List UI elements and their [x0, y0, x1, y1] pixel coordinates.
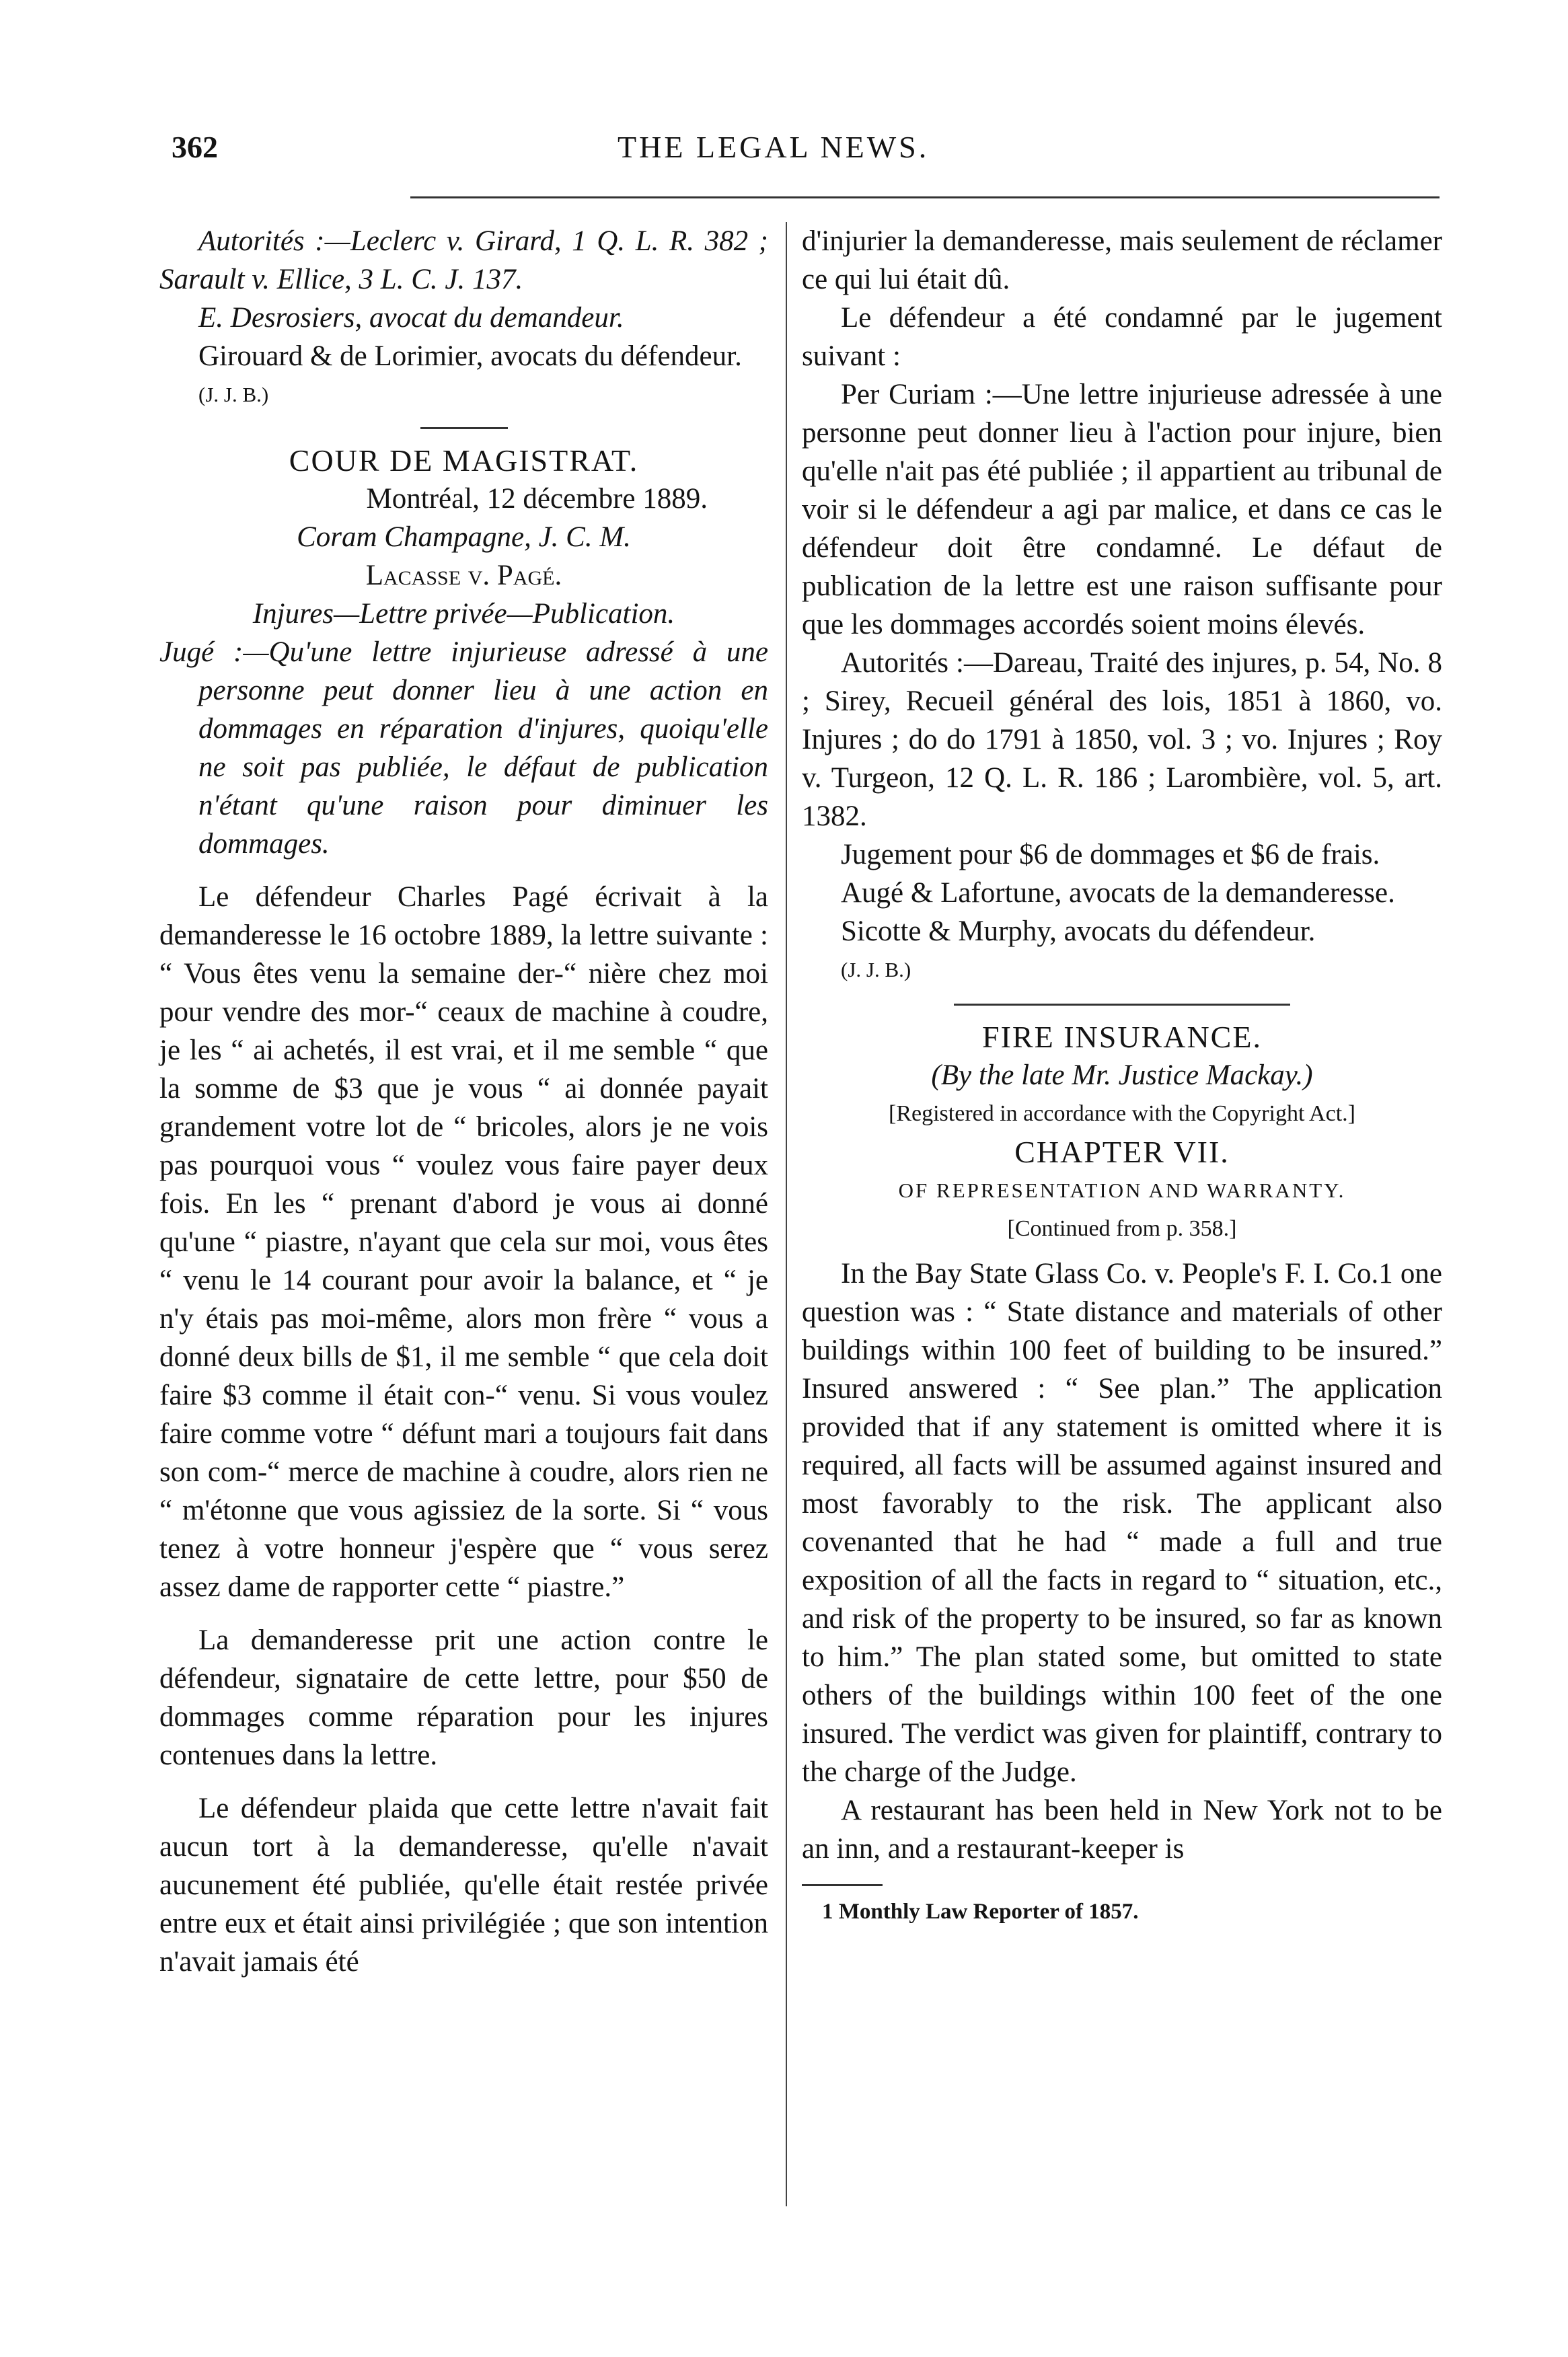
- restaurant-paragraph: A restaurant has been held in New York not to be an inn, and a restaurant-keeper is: [802, 1795, 1442, 1865]
- author-line: (By the late Mr. Justice Mackay.): [931, 1059, 1313, 1091]
- court-heading: COUR DE MAGISTRAT.: [289, 443, 639, 478]
- footnote-rule: [802, 1884, 883, 1886]
- plea-paragraph: Le défendeur plaida que cette lettre n'avait fait aucun tort à la demanderesse, qu'elle n'avait aucunement été publiée, qu'elle était restée privée entre eux et était ainsi privilégiée ; que son intention n'avait jamais été: [159, 1793, 768, 1978]
- counsel-defendant-2: Sicotte & Murphy, avocats du défendeur.: [841, 915, 1316, 947]
- headnote-juge: Jugé :—Qu'une lettre injurieuse adressé à une personne peut donner lieu à une action en dommages en réparation d'injures, quoiqu'elle ne soit pas publiée, le défaut de publication n'étant qu'une raison pour diminuer les dommages.: [159, 636, 768, 860]
- letter-paragraph: Le défendeur Charles Pagé écrivait à la demanderesse le 16 octobre 1889, la lettre suivante : “ Vous êtes venu la semaine der-“ nière chez moi pour vendre des mor-“ ceaux de machine à coudre, je les “ ai achetés, il est vrai, et il me semble “ que la somme de $3 que je vous “ ai donnée payait grandement votre lot de “ bricoles, alors je ne vois pas pourquoi vous “ voulez vous faire payer deux fois. En les “ prenant d'abord je vous ai donné qu'une “ piastre, n'ayant que cela sur moi, vous êtes “ venu le 14 courant pour avoir la balance, et “ je n'y étais pas moi-même, alors mon frère “ vous a donné deux bills de $1, il me semble “ que cela doit faire $3 comme il était con-“ venu. Si vous voulez faire comme votre “ défunt mari a toujours fait dans son com-“ merce de machine à coudre, alors rien ne “ m'étonne que vous agissiez de la sorte. Si “ vous tenez à votre honneur j'espère que “ vous serez assez dame de rapporter cette “ piastre.”: [159, 881, 768, 1603]
- footnote: 1 Monthly Law Reporter of 1857.: [822, 1900, 1139, 1924]
- right-column: [802, 222, 1442, 1931]
- judgment-paragraph: Jugement pour $6 de dommages et $6 de frais.: [841, 839, 1380, 870]
- coram-line: Coram Champagne, J. C. M.: [297, 521, 631, 553]
- counsel-plaintiff: E. Desrosiers, avocat du demandeur.: [198, 302, 624, 334]
- continued-paragraph: d'injurier la demanderesse, mais seulement de réclamer ce qui lui était dû.: [802, 225, 1442, 295]
- counsel-defendant: Girouard & de Lorimier, avocats du défendeur.: [198, 340, 742, 372]
- place-date: Montréal, 12 décembre 1889.: [366, 483, 708, 515]
- counsel-plaintiff-2: Augé & Lafortune, avocats de la demanderesse.: [841, 877, 1395, 909]
- authorities-paragraph-2: Autorités :—Dareau, Traité des injures, p. 54, No. 8 ; Sirey, Recueil général des lois, 1851 à 1860, vo. Injures ; do do 1791 à 1850, vol. 3 ; vo. Injures ; Roy v. Turgeon, 12 Q. L. R. 186 ; Larombière, vol. 5, art. 1382.: [802, 647, 1442, 832]
- case-topic: Injures—Lettre privée—Publication.: [252, 598, 675, 630]
- copyright-notice: [Registered in accordance with the Copyright Act.]: [889, 1101, 1355, 1126]
- section-rule-2: [954, 1004, 1290, 1006]
- condemned-paragraph: Le défendeur a été condamné par le jugement suivant :: [802, 302, 1442, 372]
- authorities-paragraph: Autorités :—Leclerc v. Girard, 1 Q. L. R. 382 ; Sarault v. Ellice, 3 L. C. J. 137.: [159, 225, 768, 295]
- bay-state-paragraph: In the Bay State Glass Co. v. People's F. I. Co.1 one question was : “ State distance and materials of other buildings within 100 feet of building to be insured.” Insured answered : “ See plan.” The application provided that if any statement is omitted where it is required, all facts will be assumed against insured and most favorably to the risk. The applicant also covenanted that he had “ made a full and true exposition of all the facts in regard to “ situation, etc., and risk of the property to be insured, so far as known to him.” The plan stated some, but omitted to state others of the buildings within 100 feet of the one insured. The verdict was given for plaintiff, contrary to the charge of the Judge.: [802, 1258, 1442, 1788]
- per-curiam-paragraph: Per Curiam :—Une lettre injurieuse adressée à une personne peut donner lieu à l'action pour injure, bien qu'elle n'ait pas été publiée ; il appartient au tribunal de voir si le défendeur a agi par malice, et dans ce cas le défendeur doit être condamné. Le défaut de publication de la lettre est une raison suffisante pour que les dommages accordés soient moins élevés.: [802, 379, 1442, 640]
- case-name: Lacasse v. Pagé.: [365, 560, 562, 591]
- reporter-initials: (J. J. B.): [198, 383, 269, 406]
- header-rule: [410, 196, 1440, 198]
- section-rule: [420, 427, 508, 429]
- running-title: THE LEGAL NEWS.: [618, 130, 930, 164]
- chapter-heading: CHAPTER VII.: [1014, 1135, 1230, 1169]
- action-paragraph: La demanderesse prit une action contre le défendeur, signataire de cette lettre, pour $50 de dommages comme réparation pour les injures contenues dans la lettre.: [159, 1624, 768, 1771]
- chapter-subtitle: OF REPRESENTATION AND WARRANTY.: [898, 1178, 1346, 1202]
- continued-note: [Continued from p. 358.]: [1007, 1216, 1237, 1241]
- column-divider: [786, 222, 787, 2206]
- fire-insurance-heading: FIRE INSURANCE.: [982, 1020, 1262, 1054]
- reporter-initials-2: (J. J. B.): [841, 958, 911, 981]
- page-number: 362: [172, 130, 218, 164]
- left-column: [159, 222, 768, 1981]
